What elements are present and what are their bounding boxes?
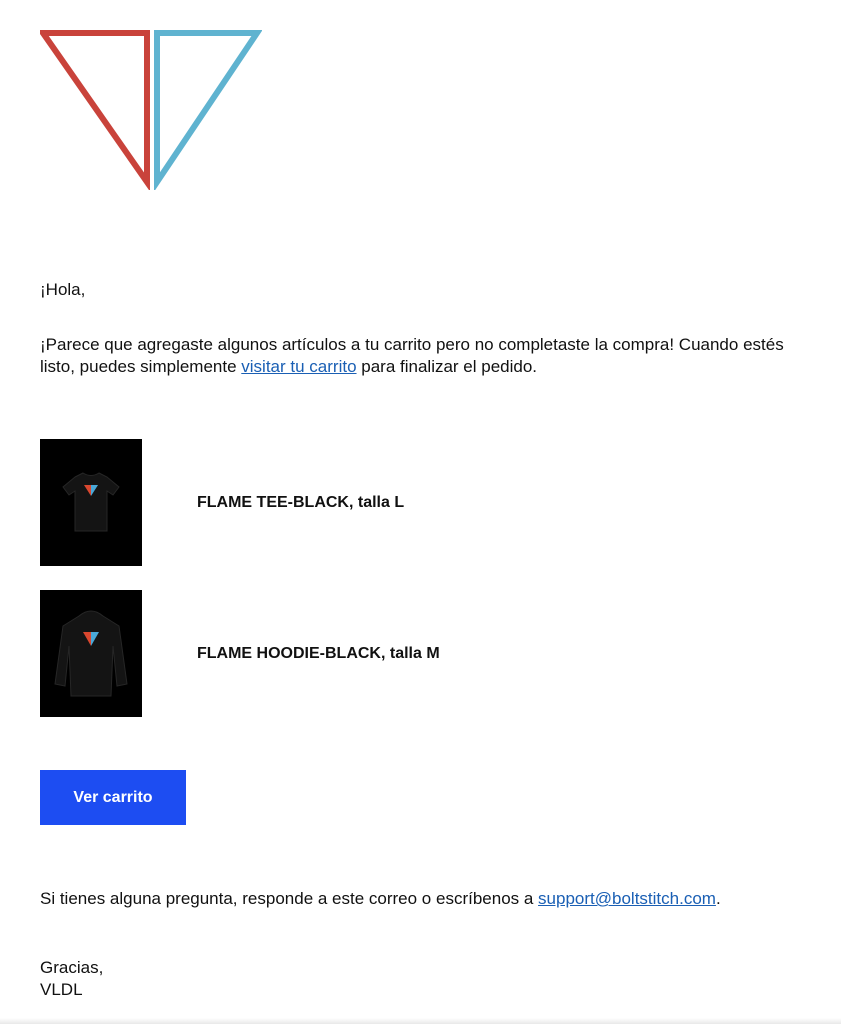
signoff-block <box>40 957 103 1001</box>
support-text-before: Si tienes alguna pregunta, responde a este correo o escríbenos a <box>40 889 539 908</box>
bottom-edge <box>0 1018 841 1024</box>
support-paragraph <box>40 888 721 910</box>
intro-paragraph <box>40 334 820 378</box>
cart-item <box>40 590 467 717</box>
intro-text-before: ¡Parece que agregaste algunos artículos a tu carrito pero no completaste la compra! Cuando estés listo, puedes simplemente <box>40 335 784 376</box>
support-text-after: . <box>715 889 721 908</box>
vldl-logo-icon <box>40 30 262 190</box>
support-email-link[interactable]: support@boltstitch.com <box>538 889 716 908</box>
view-cart-button[interactable]: Ver carrito <box>40 770 186 825</box>
intro-text-after: para finalizar el pedido. <box>356 357 538 376</box>
black-hoodie-image[interactable] <box>40 590 142 717</box>
item-name: FLAME TEE-BLACK, talla L <box>197 494 405 511</box>
item-name: FLAME HOODIE-BLACK, talla M <box>197 645 440 662</box>
greeting-text: ¡Hola, <box>40 280 86 299</box>
black-tshirt-image[interactable] <box>40 439 142 566</box>
signature-text: VLDL <box>40 980 83 999</box>
signoff-text: Gracias, <box>40 958 104 977</box>
cart-item <box>40 439 467 566</box>
visit-cart-link[interactable]: visitar tu carrito <box>241 357 357 376</box>
